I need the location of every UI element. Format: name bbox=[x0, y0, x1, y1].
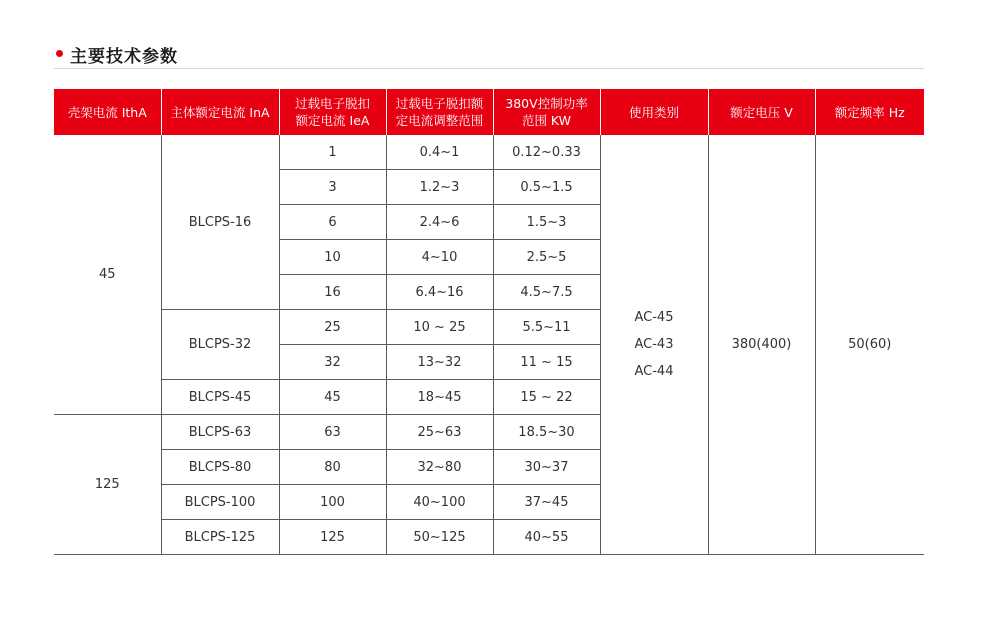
rated-current-cell: 25 bbox=[279, 310, 386, 345]
power-range-cell: 37~45 bbox=[493, 485, 600, 520]
rated-current-cell: 100 bbox=[279, 485, 386, 520]
header-power-line2: 范围 KW bbox=[521, 113, 572, 128]
model-cell: BLCPS-80 bbox=[161, 450, 279, 485]
adjust-range-cell: 25~63 bbox=[386, 415, 493, 450]
model-cell: BLCPS-45 bbox=[161, 380, 279, 415]
power-range-cell: 18.5~30 bbox=[493, 415, 600, 450]
power-range-cell: 1.5~3 bbox=[493, 205, 600, 240]
model-cell: BLCPS-125 bbox=[161, 520, 279, 555]
adjust-range-cell: 0.4~1 bbox=[386, 135, 493, 170]
power-range-cell: 30~37 bbox=[493, 450, 600, 485]
power-range-cell: 40~55 bbox=[493, 520, 600, 555]
table-row bbox=[54, 135, 924, 170]
header-overload-rated-line1: 过载电子脱扣 bbox=[294, 96, 370, 111]
rated-frequency-cell: 50(60) bbox=[815, 135, 924, 555]
power-range-cell: 5.5~11 bbox=[493, 310, 600, 345]
rated-current-cell: 3 bbox=[279, 170, 386, 205]
section-title: 主要技术参数 bbox=[70, 47, 178, 67]
frame-current-cell: 45 bbox=[54, 135, 161, 415]
header-rated-voltage: 额定电压 V bbox=[708, 89, 815, 135]
header-overload-adjust-range bbox=[386, 89, 493, 135]
power-range-cell: 0.12~0.33 bbox=[493, 135, 600, 170]
header-category: 使用类别 bbox=[600, 89, 708, 135]
adjust-range-cell: 32~80 bbox=[386, 450, 493, 485]
rated-current-cell: 45 bbox=[279, 380, 386, 415]
header-main-rated-current: 主体额定电流 InA bbox=[161, 89, 279, 135]
rated-current-cell: 1 bbox=[279, 135, 386, 170]
bullet-dot-icon bbox=[56, 50, 63, 57]
adjust-range-cell: 2.4~6 bbox=[386, 205, 493, 240]
adjust-range-cell: 1.2~3 bbox=[386, 170, 493, 205]
model-cell: BLCPS-100 bbox=[161, 485, 279, 520]
power-range-cell: 11 ~ 15 bbox=[493, 345, 600, 380]
adjust-range-cell: 18~45 bbox=[386, 380, 493, 415]
model-cell: BLCPS-63 bbox=[161, 415, 279, 450]
rated-current-cell: 125 bbox=[279, 520, 386, 555]
adjust-range-cell: 50~125 bbox=[386, 520, 493, 555]
power-range-cell: 4.5~7.5 bbox=[493, 275, 600, 310]
power-range-cell: 2.5~5 bbox=[493, 240, 600, 275]
header-rated-frequency: 额定频率 Hz bbox=[815, 89, 924, 135]
model-cell: BLCPS-16 bbox=[161, 135, 279, 310]
category-value: AC-45 bbox=[634, 310, 674, 325]
rated-current-cell: 80 bbox=[279, 450, 386, 485]
power-range-cell: 0.5~1.5 bbox=[493, 170, 600, 205]
header-overload-rated-line2: 额定电流 IeA bbox=[295, 113, 370, 128]
section-header bbox=[54, 42, 924, 69]
adjust-range-cell: 10 ~ 25 bbox=[386, 310, 493, 345]
parameters-table bbox=[54, 89, 924, 555]
header-overload-adjust-line1: 过载电子脱扣额 bbox=[395, 96, 484, 111]
header-overload-adjust-line2: 定电流调整范围 bbox=[395, 113, 484, 128]
category-cell bbox=[600, 135, 708, 555]
adjust-range-cell: 13~32 bbox=[386, 345, 493, 380]
header-control-power bbox=[493, 89, 600, 135]
header-power-line1: 380V控制功率 bbox=[505, 96, 588, 111]
rated-current-cell: 63 bbox=[279, 415, 386, 450]
model-cell: BLCPS-32 bbox=[161, 310, 279, 380]
rated-current-cell: 6 bbox=[279, 205, 386, 240]
rated-current-cell: 16 bbox=[279, 275, 386, 310]
adjust-range-cell: 4~10 bbox=[386, 240, 493, 275]
frame-current-cell: 125 bbox=[54, 415, 161, 555]
power-range-cell: 15 ~ 22 bbox=[493, 380, 600, 415]
category-value: AC-44 bbox=[634, 364, 674, 379]
header-overload-rated-current bbox=[279, 89, 386, 135]
rated-current-cell: 10 bbox=[279, 240, 386, 275]
rated-voltage-cell: 380(400) bbox=[708, 135, 815, 555]
header-frame-current: 壳架电流 IthA bbox=[54, 89, 161, 135]
adjust-range-cell: 6.4~16 bbox=[386, 275, 493, 310]
rated-current-cell: 32 bbox=[279, 345, 386, 380]
table-header-row bbox=[54, 89, 924, 135]
category-value: AC-43 bbox=[634, 337, 674, 352]
adjust-range-cell: 40~100 bbox=[386, 485, 493, 520]
